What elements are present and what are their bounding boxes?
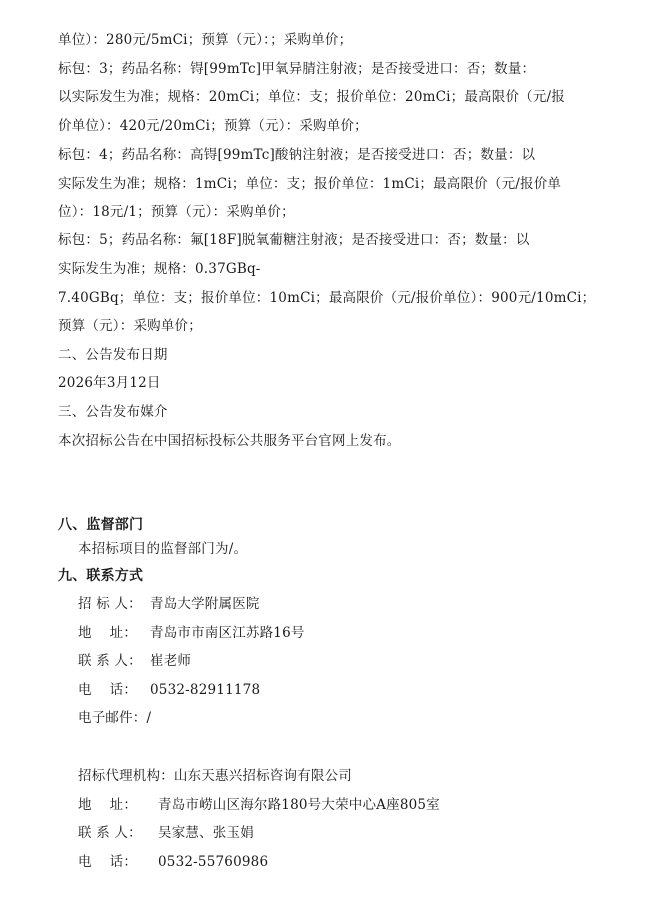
section-heading: 三、公告发布媒介 — [58, 404, 168, 420]
body-text-line: 标包：3；药品名称：锝[99mTc]甲氧异腈注射液；是否接受进口：否；数量： — [58, 61, 536, 77]
field-label: 招标代理机构： — [78, 768, 174, 784]
field-label: 联 系 人： — [78, 653, 142, 669]
tenderer-contact: 崔老师 — [150, 653, 192, 669]
agency-name: 山东天惠兴招标咨询有限公司 — [173, 768, 353, 784]
tenderer-email: / — [146, 710, 152, 726]
body-text-line: 标包：5；药品名称：氟[18F]脱氧葡糖注射液；是否接受进口：否；数量：以 — [58, 232, 530, 248]
body-text-line: 本次招标公告在中国招标投标公共服务平台官网上发布。 — [58, 433, 401, 449]
field-label: 地 址： — [78, 797, 138, 813]
tenderer-email-row — [78, 709, 151, 727]
tenderer-phone: 0532-82911178 — [150, 682, 261, 698]
tenderer-address: 青岛市市南区江苏路16号 — [150, 625, 305, 641]
field-label: 地 址： — [78, 625, 138, 641]
body-text-line: 实际发生为准；规格：1mCi；单位：支；报价单位：1mCi；最高限价（元/报价单 — [58, 176, 562, 192]
agency-phone-row — [78, 853, 268, 871]
body-text-line: 位）：18元/1；预算（元）：采购单价； — [58, 204, 295, 220]
publish-date: 2026年3月12日 — [58, 375, 161, 391]
agency-contact: 吴家慧、张玉娟 — [158, 825, 254, 841]
body-text-line: 以实际发生为准；规格：20mCi；单位：支；报价单位：20mCi；最高限价（元/报 — [58, 89, 566, 105]
body-text-line: 实际发生为准；规格：0.37GBq- — [58, 261, 261, 277]
section-heading-contact: 九、联系方式 — [58, 568, 144, 584]
supervision-text: 本招标项目的监督部门为/。 — [78, 541, 248, 557]
agency-phone: 0532-55760986 — [158, 854, 269, 870]
section-heading: 二、公告发布日期 — [58, 347, 168, 363]
field-label: 联 系 人： — [78, 825, 142, 841]
tenderer-contact-row — [78, 652, 191, 670]
agency-address: 青岛市崂山区海尔路180号大荣中心A座805室 — [158, 797, 440, 813]
body-text-line: 标包：4；药品名称：高锝[99mTc]酸钠注射液；是否接受进口：否；数量：以 — [58, 147, 536, 163]
agency-address-row — [78, 796, 440, 814]
field-label: 招 标 人： — [78, 596, 142, 612]
tenderer-name-row — [78, 595, 260, 613]
body-text-line: 价单位）：420元/20mCi；预算（元）：采购单价； — [58, 118, 368, 134]
section-heading-supervision: 八、监督部门 — [58, 517, 144, 533]
tenderer-name: 青岛大学附属医院 — [150, 596, 260, 612]
body-text-line: 7.40GBq；单位：支；报价单位：10mCi；最高限价（元/报价单位）：900元/10mCi； — [58, 290, 596, 306]
tenderer-address-row — [78, 624, 305, 642]
agency-contact-row — [78, 824, 254, 842]
agency-name-row — [78, 767, 352, 785]
field-label: 电子邮件： — [78, 710, 147, 726]
field-label: 电 话： — [78, 854, 138, 870]
body-text-line: 单位）：280元/5mCi；预算（元）：；采购单价； — [58, 32, 353, 48]
body-text-line: 预算（元）：采购单价； — [58, 318, 202, 334]
field-label: 电 话： — [78, 682, 138, 698]
tenderer-phone-row — [78, 681, 260, 699]
